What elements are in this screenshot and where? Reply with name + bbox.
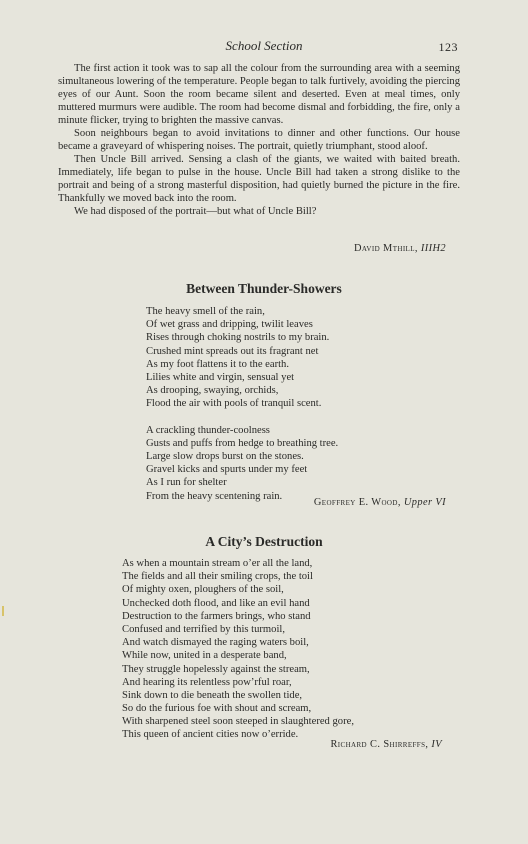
poem-line: Of wet grass and dripping, twilit leaves — [146, 319, 313, 331]
poem-line: From the heavy scentening rain. — [146, 490, 283, 502]
poem-body — [146, 305, 338, 503]
poem-line: A crackling thunder-coolness — [146, 424, 270, 436]
poem-line: With sharpened steel soon steeped in slaughtered gore, — [122, 716, 354, 728]
poem-line: While now, united in a desperate band, — [122, 650, 287, 662]
poem-line: Flood the air with pools of tranquil scent. — [146, 398, 322, 410]
poem-line: And watch dismayed the raging waters boil, — [122, 637, 309, 649]
poem-body — [122, 557, 354, 742]
poem-line: This queen of ancient cities now o’erride. — [122, 729, 299, 741]
poem-title: Between Thunder-Showers — [186, 281, 342, 296]
poem-line: The heavy smell of the rain, — [146, 306, 265, 317]
poem-line: Crushed mint spreads out its fragrant net — [146, 345, 319, 357]
poem-line: Gravel kicks and spurts under my feet — [146, 464, 308, 476]
story-paragraph: Then Uncle Bill arrived. Sensing a clash of the giants, we waited with baited breath. Immediately, life began to pulse in the house. Uncle Bill had taken a strong dislike to the portrait and being of a strong masterful disposition, had quietly burned the picture in the fire. Thankfully we moved back into the room. — [58, 154, 460, 204]
poem-line: Lilies white and virgin, sensual yet — [146, 371, 295, 383]
poem-signature — [314, 497, 446, 508]
poem-title: A City’s Destruction — [205, 534, 323, 549]
story-signature — [354, 243, 446, 254]
poem-author: Richard C. Shirreffs, — [330, 739, 429, 750]
story-text — [58, 62, 460, 218]
stanza-break — [146, 411, 338, 424]
poem-line: And hearing its relentless pow’rful roar, — [122, 676, 292, 688]
poem-form: Upper VI — [403, 497, 446, 508]
story-paragraph: The first action it took was to sap all the colour from the surrounding area with a seeming simultaneous lowering of the temperature. People began to talk furtively, avoiding the piercing eyes of our Aunt. Soon the room became silent and deserted. Even at meal times, only muttered murmurs were audible. The room had become dismal and forbidding, the fire, only a minute flicker, trying to brighten the massive canvas. — [58, 63, 460, 126]
poem-line: Rises through choking nostrils to my brain. — [146, 332, 330, 344]
story-form: IIIH2 — [420, 243, 446, 254]
poem-line: So do the furious foe with shout and scream, — [122, 703, 312, 715]
story-paragraph: Soon neighbours began to avoid invitations to dinner and other functions. Our house became a graveyard of whispering noises. The portrait, quietly triumphant, stood aloof. — [58, 128, 460, 152]
poem-form: IV — [431, 739, 442, 750]
poem-line: As drooping, swaying, orchids, — [146, 385, 279, 397]
running-head — [0, 38, 528, 56]
poem-line: Gusts and puffs from hedge to breathing tree. — [146, 437, 339, 449]
poem-signature — [330, 739, 442, 750]
running-title: School Section — [225, 38, 303, 53]
poem-line: The fields and all their smiling crops, the toil — [122, 571, 313, 583]
poem-line: As when a mountain stream o’er all the land, — [122, 558, 313, 569]
poem-line: As my foot flattens it to the earth. — [146, 358, 289, 370]
poem-line: Unchecked doth flood, and like an evil hand — [122, 597, 310, 609]
story-author: David Mthill, — [353, 243, 418, 254]
poem-line: As I run for shelter — [146, 477, 227, 489]
poem-line: Of mighty oxen, ploughers of the soil, — [122, 584, 284, 596]
poem-line: Large slow drops burst on the stones. — [146, 451, 304, 463]
poem-line: They struggle hopelessly against the stream, — [122, 663, 310, 675]
poem-line: Destruction to the farmers brings, who stand — [122, 610, 311, 622]
page-number: 123 — [438, 40, 458, 54]
story-paragraph: We had disposed of the portrait—but what of Uncle Bill? — [74, 206, 317, 217]
margin-mark — [2, 606, 4, 616]
poem-line: Sink down to die beneath the swollen tide, — [122, 689, 303, 701]
poem-line: Confused and terrified by this turmoil, — [122, 623, 285, 635]
poem-author: Geoffrey E. Wood, — [313, 497, 401, 508]
